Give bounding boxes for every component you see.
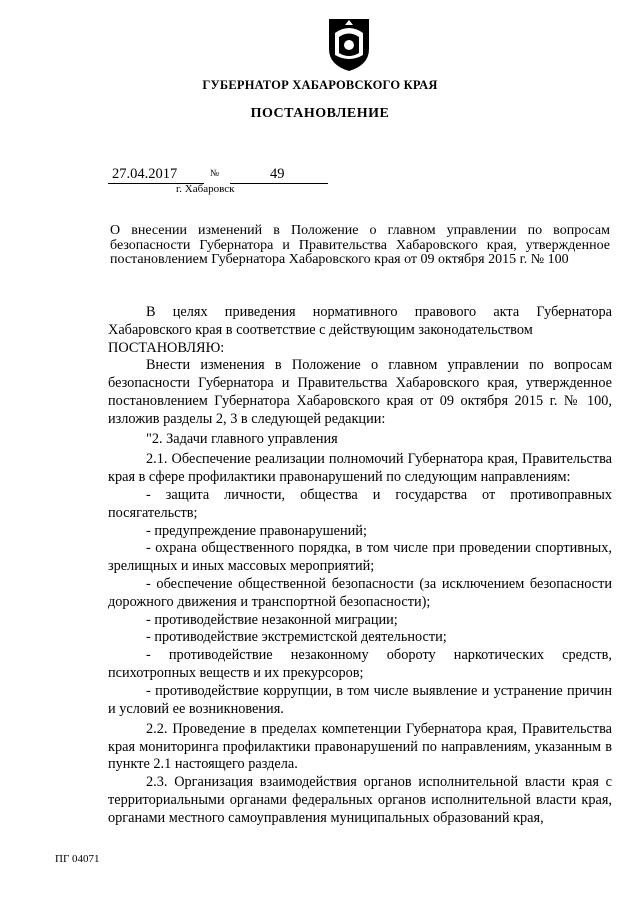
list-item: - противодействие экстремистской деятельности; (146, 629, 447, 646)
footer-code: ПГ 04071 (55, 853, 100, 865)
list-item: - обеспечение общественной безопасности (за исключением безопасности дорожного движения и транспортной безопасности); (108, 575, 612, 610)
paragraph-amend: Внести изменения в Положение о главном управлении по вопросам безопасности Губернатора и Правительства Хабаровского края, утвержденное постановлением Губернатора Хабаровского края от 09 октября 2015 г. № 100, изложив разделы 2, 3 в следующей редакции: (108, 357, 612, 427)
list-item: - противодействие коррупции, в том числе выявление и устранение причин и условий ее возникновения. (108, 682, 612, 717)
authority-title: ГУБЕРНАТОР ХАБАРОВСКОГО КРАЯ (202, 78, 438, 92)
document-body (108, 304, 612, 828)
city: г. Хабаровск (176, 183, 235, 195)
number-sign: № (210, 169, 220, 179)
list-item: - противодействие незаконной миграции; (146, 611, 398, 628)
list-item: - защита личности, общества и государства от противоправных посягательств; (108, 486, 612, 521)
document-subject: О внесении изменений в Положение о главном управлении по вопросам безопасности Губернатора и Правительства Хабаровского края, утвержденное постановлением Губернатора Хабаровского края от 09 октября 2015 г. № 100 (110, 223, 610, 267)
coat-of-arms-icon (325, 15, 373, 73)
list-item: - предупреждение правонарушений; (146, 522, 367, 539)
paragraph-2-1: 2.1. Обеспечение реализации полномочий Губернатора края, Правительства края в сфере профилактики правонарушений по следующим направлениям: (108, 451, 612, 486)
paragraph-resolve: ПОСТАНОВЛЯЮ: (108, 339, 225, 356)
section-heading: "2. Задачи главного управления (146, 431, 338, 448)
document-number: 49 (270, 166, 285, 182)
number-underline (230, 183, 328, 184)
list-item: - охрана общественного порядка, в том числе при проведении спортивных, зрелищных и иных массовых мероприятий; (108, 540, 612, 575)
paragraph-2-2: 2.2. Проведение в пределах компетенции Губернатора края, Правительства края мониторинга профилактики правонарушений по направлениям, указанным в пункте 2.1 настоящего раздела. (108, 720, 612, 773)
list-item: - противодействие незаконному обороту наркотических средств, психотропных веществ и их прекурсоров; (108, 647, 612, 681)
paragraph-preamble: В целях приведения нормативного правового акта Губернатора Хабаровского края в соответствие с действующим законодательством (108, 304, 612, 338)
paragraph-2-3: 2.3. Организация взаимодействия органов исполнительной власти края с территориальными органами федеральных органов исполнительной власти края, органами местного самоуправления муниципальных образований края, (108, 774, 612, 826)
document-date: 27.04.2017 (112, 166, 178, 182)
document-type: ПОСТАНОВЛЕНИЕ (250, 106, 390, 121)
